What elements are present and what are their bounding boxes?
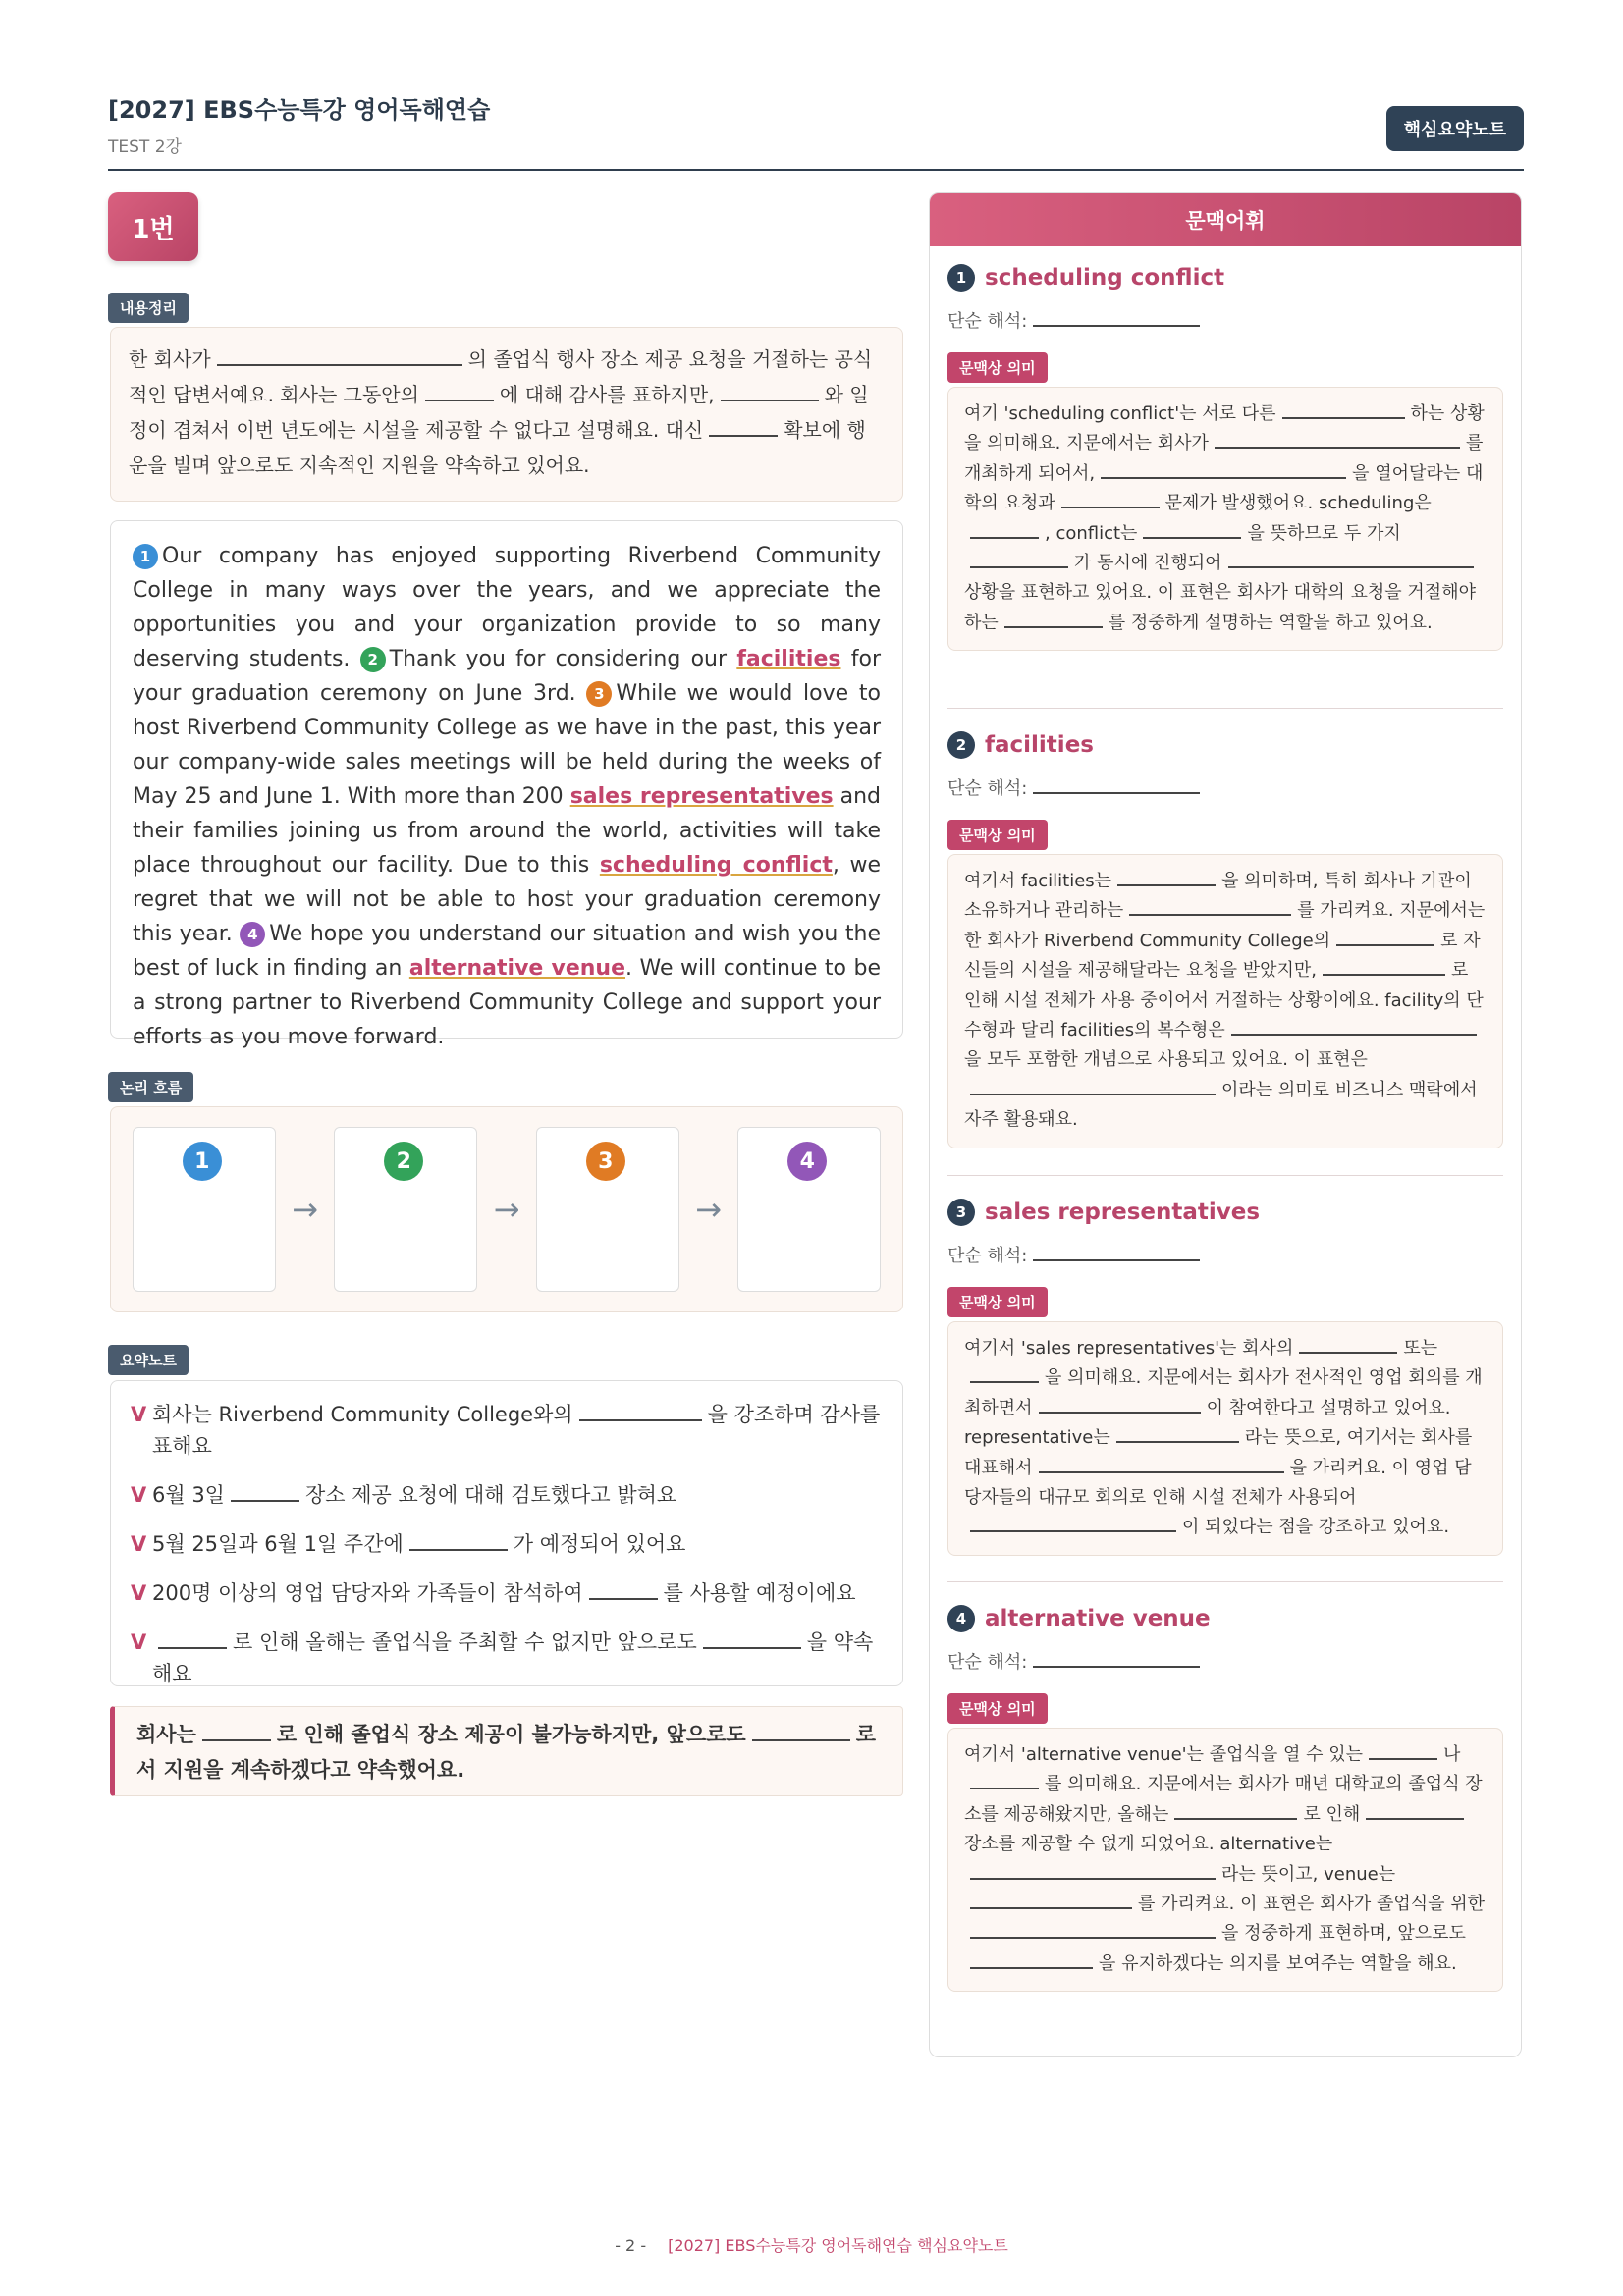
answer-blank[interactable] bbox=[1231, 1018, 1477, 1036]
simple-label: 단순 해석: bbox=[947, 1652, 1028, 1673]
context-tag: 문맥상 의미 bbox=[947, 1693, 1048, 1724]
context-text: 를 개최하게 되어서, bbox=[964, 433, 1484, 484]
divider bbox=[947, 1581, 1503, 1582]
context-text: 라는 뜻이고, venue는 bbox=[1221, 1863, 1396, 1885]
context-text: 를 가리켜요. 지문에서는 한 회사가 Riverbend Community College의 bbox=[964, 900, 1486, 951]
footer-title: [2027] EBS수능특강 영어독해연습 핵심요약노트 bbox=[668, 2236, 1008, 2255]
vocab-item bbox=[947, 1605, 1503, 1992]
context-tag: 문맥상 의미 bbox=[947, 1287, 1048, 1317]
note-item bbox=[131, 1528, 883, 1560]
note-item bbox=[131, 1577, 883, 1609]
answer-blank[interactable] bbox=[1174, 1802, 1297, 1820]
context-box bbox=[947, 1321, 1503, 1556]
answer-blank[interactable] bbox=[721, 382, 819, 401]
simple-label: 단순 해석: bbox=[947, 778, 1028, 799]
answer-blank[interactable] bbox=[970, 1078, 1216, 1095]
context-tag: 문맥상 의미 bbox=[947, 352, 1048, 383]
summary-text: 한 회사가 bbox=[129, 347, 211, 371]
answer-blank[interactable] bbox=[970, 1365, 1039, 1383]
context-text: 상황을 표현하고 있어요. 이 표현은 회사가 대학의 요청을 거절해야 하는 bbox=[964, 582, 1476, 633]
answer-blank[interactable] bbox=[1101, 461, 1346, 479]
check-mark-icon: V bbox=[131, 1630, 147, 1654]
context-text: 를 정중하게 설명하는 역할을 하고 있어요. bbox=[1108, 612, 1433, 633]
arrow-right-icon: → bbox=[493, 1191, 520, 1228]
context-text: 를 가리켜요. 이 표현은 회사가 졸업식을 위한 bbox=[1138, 1894, 1486, 1915]
divider bbox=[947, 708, 1503, 709]
page-number: - 2 - bbox=[615, 2236, 647, 2255]
note-text: 장소 제공 요청에 대해 검토했다고 밝혀요 bbox=[304, 1483, 677, 1507]
context-text: 라는 뜻으로, 여기서는 회사를 대표해서 bbox=[964, 1427, 1473, 1478]
answer-blank[interactable] bbox=[1116, 1425, 1239, 1443]
answer-blank[interactable] bbox=[970, 1862, 1216, 1880]
note-item bbox=[131, 1627, 883, 1689]
context-text: 여기 'scheduling conflict'는 서로 다른 bbox=[964, 403, 1276, 424]
note-text: 를 사용할 예정이에요 bbox=[663, 1581, 856, 1605]
summary-text: 와 일정이 겹쳐서 이번 년도에는 시설을 제공할 수 없다고 설명해요. 대신 bbox=[129, 383, 869, 442]
context-text: 로 인해 시설 전체가 사용 중이어서 거절하는 상황이에요. facility의 단수형과 달리 facilities의 복수형은 bbox=[964, 960, 1484, 1041]
vocab-panel bbox=[929, 192, 1522, 2057]
answer-blank[interactable] bbox=[1033, 776, 1200, 794]
keyword-scheduling-conflict: scheduling conflict bbox=[599, 853, 833, 878]
sentence-number: 2 bbox=[360, 647, 386, 672]
vocab-term: scheduling conflict bbox=[985, 265, 1225, 291]
answer-blank[interactable] bbox=[1033, 309, 1200, 327]
answer-blank[interactable] bbox=[970, 1515, 1176, 1532]
passage-text: for your graduation ceremony on June 3rd. bbox=[133, 647, 881, 706]
note-text: 5월 25일과 6월 1일 주간에 bbox=[152, 1532, 404, 1556]
note-text: 을 강조하며 감사를 표해요 bbox=[152, 1403, 881, 1458]
answer-blank[interactable] bbox=[1004, 611, 1103, 628]
answer-blank[interactable] bbox=[970, 1921, 1216, 1939]
context-text: 이 참여한다고 설명하고 있어요. representative는 bbox=[964, 1397, 1451, 1449]
summary-text: 에 대해 감사를 표하지만, bbox=[499, 383, 715, 406]
flow-step[interactable] bbox=[133, 1127, 276, 1292]
flow-step-number: 4 bbox=[787, 1142, 827, 1181]
simple-label: 단순 해석: bbox=[947, 311, 1028, 332]
divider bbox=[947, 1175, 1503, 1176]
question-number: 1번 bbox=[108, 192, 198, 261]
note-text: 로 인해 올해는 졸업식을 주최할 수 없지만 앞으로도 bbox=[233, 1630, 697, 1654]
context-text: 또는 bbox=[1403, 1338, 1438, 1359]
answer-blank[interactable] bbox=[202, 1721, 271, 1741]
context-text: 로 자신들의 시설을 제공해달라는 요청을 받았지만, bbox=[964, 930, 1481, 982]
answer-blank[interactable] bbox=[1143, 521, 1241, 539]
page-footer bbox=[0, 2233, 1623, 2256]
flow-step[interactable] bbox=[334, 1127, 477, 1292]
doc-title: [2027] EBS수능특강 영어독해연습 bbox=[108, 96, 491, 124]
flow-step[interactable] bbox=[737, 1127, 881, 1292]
answer-blank[interactable] bbox=[1336, 929, 1434, 946]
answer-blank[interactable] bbox=[1215, 431, 1460, 449]
summary-notes bbox=[110, 1380, 903, 1686]
doc-subtitle: TEST 2강 bbox=[108, 137, 182, 157]
flow-step-number: 1 bbox=[183, 1142, 222, 1181]
answer-blank[interactable] bbox=[1228, 551, 1474, 568]
note-text: 6월 3일 bbox=[152, 1483, 225, 1507]
conclusion-box bbox=[110, 1706, 903, 1796]
passage-box bbox=[110, 520, 903, 1049]
vocab-term: alternative venue bbox=[985, 1606, 1211, 1631]
answer-blank[interactable] bbox=[709, 417, 778, 437]
context-text: 여기서 'alternative venue'는 졸업식을 열 수 있는 bbox=[964, 1744, 1363, 1765]
passage-text: . We will continue to be a strong partner to Riverbend Community College and support your efforts as you move forward. bbox=[133, 956, 881, 1049]
answer-blank[interactable] bbox=[1129, 898, 1291, 916]
answer-blank[interactable] bbox=[1039, 1396, 1201, 1414]
vocab-item bbox=[947, 1199, 1503, 1556]
answer-blank[interactable] bbox=[1299, 1336, 1397, 1354]
answer-blank[interactable] bbox=[1061, 491, 1160, 508]
context-text: 을 뜻하므로 두 가지 bbox=[1247, 522, 1401, 544]
context-text: 여기서 facilities는 bbox=[964, 871, 1112, 891]
vocab-title: 문맥어휘 bbox=[930, 193, 1521, 246]
passage-text: Thank you for considering our bbox=[389, 647, 728, 671]
vocab-term: sales representatives bbox=[985, 1200, 1261, 1225]
passage-text: and their families joining us from around the world, activities will take place throughout our facility. Due to this bbox=[133, 784, 881, 878]
answer-blank[interactable] bbox=[1039, 1456, 1284, 1473]
answer-blank[interactable] bbox=[425, 382, 494, 401]
vocab-number: 3 bbox=[947, 1199, 975, 1226]
section-badge: 핵심요약노트 bbox=[1386, 106, 1524, 151]
context-text: , conflict는 bbox=[1045, 522, 1138, 544]
note-text: 회사는 Riverbend Community College와의 bbox=[152, 1403, 573, 1426]
context-box bbox=[947, 387, 1503, 651]
context-text: 장소를 제공할 수 없게 되었어요. alternative는 bbox=[964, 1834, 1333, 1855]
context-text: 을 열어달라는 대학의 요청과 bbox=[964, 462, 1484, 514]
conclusion-text: 로서 지원을 계속하겠다고 약속했어요. bbox=[136, 1723, 877, 1782]
vocab-item bbox=[947, 264, 1503, 651]
answer-blank[interactable] bbox=[1117, 869, 1216, 886]
context-text: 을 정중하게 표현하며, 앞으로도 bbox=[1221, 1923, 1466, 1945]
context-text: 을 모두 포함한 개념으로 사용되고 있어요. 이 표현은 bbox=[964, 1049, 1368, 1071]
answer-blank[interactable] bbox=[579, 1401, 702, 1421]
flow-step[interactable] bbox=[536, 1127, 679, 1292]
notes-tag: 요약노트 bbox=[108, 1345, 189, 1375]
conclusion-text: 로 인해 졸업식 장소 제공이 불가능하지만, 앞으로도 bbox=[276, 1723, 746, 1746]
passage-text: While we would love to host Riverbend Community College as we have in the past, this year our company-wide sales meetings will be held during the weeks of May 25 and June 1. With more than 200 bbox=[133, 681, 881, 809]
context-box bbox=[947, 1728, 1503, 1992]
keyword-sales-representatives: sales representatives bbox=[569, 784, 834, 809]
context-text: 나 bbox=[1442, 1744, 1461, 1765]
note-text: 200명 이상의 영업 담당자와 가족들이 참석하여 bbox=[152, 1581, 583, 1605]
summary-tag: 내용정리 bbox=[108, 293, 189, 323]
answer-blank[interactable] bbox=[1033, 1244, 1200, 1261]
answer-blank[interactable] bbox=[1369, 1742, 1437, 1760]
flow-step-number: 3 bbox=[586, 1142, 625, 1181]
context-text: 을 의미해요. 지문에서는 회사가 전사적인 영업 회의를 개최하면서 bbox=[964, 1367, 1483, 1418]
answer-blank[interactable] bbox=[1366, 1802, 1464, 1820]
passage-text: We hope you understand our situation and wish you the best of luck in finding an bbox=[133, 922, 881, 981]
keyword-alternative-venue: alternative venue bbox=[408, 956, 625, 981]
check-mark-icon: V bbox=[131, 1581, 147, 1605]
note-text: 가 예정되어 있어요 bbox=[513, 1532, 686, 1556]
arrow-right-icon: → bbox=[695, 1191, 722, 1228]
context-text: 로 인해 bbox=[1303, 1803, 1361, 1825]
answer-blank[interactable] bbox=[409, 1530, 508, 1551]
answer-blank[interactable] bbox=[1323, 958, 1445, 976]
sentence-number: 1 bbox=[133, 544, 158, 569]
context-text: 이라는 의미로 비즈니스 맥락에서 자주 활용돼요. bbox=[964, 1079, 1478, 1131]
answer-blank[interactable] bbox=[217, 347, 462, 366]
vocab-number: 1 bbox=[947, 264, 975, 292]
answer-blank[interactable] bbox=[970, 551, 1068, 568]
vocab-term: facilities bbox=[985, 732, 1094, 758]
summary-text: 의 졸업식 행사 장소 제공 요청을 거절하는 공식적인 답변서예요. 회사는 그동안의 bbox=[129, 347, 873, 406]
context-text: 하는 상황을 의미해요. 지문에서는 회사가 bbox=[964, 403, 1485, 454]
answer-blank[interactable] bbox=[752, 1721, 850, 1741]
context-text: 을 가리켜요. 이 영업 담당자들의 대규모 회의로 인해 시설 전체가 사용되어 bbox=[964, 1457, 1472, 1509]
context-text: 여기서 'sales representatives'는 회사의 bbox=[964, 1338, 1294, 1359]
answer-blank[interactable] bbox=[1033, 1650, 1200, 1668]
passage-text: , we regret that we will not be able to host your graduation ceremony this year. bbox=[133, 853, 881, 946]
answer-blank[interactable] bbox=[970, 1892, 1132, 1909]
page-header bbox=[108, 90, 1524, 171]
check-mark-icon: V bbox=[131, 1483, 147, 1507]
vocab-item bbox=[947, 731, 1503, 1148]
context-text: 을 유지하겠다는 의지를 보여주는 역할을 해요. bbox=[1099, 1952, 1457, 1974]
flow-tag: 논리 흐름 bbox=[108, 1072, 193, 1102]
answer-blank[interactable] bbox=[970, 1772, 1039, 1789]
summary-text: 확보에 행운을 빌며 앞으로도 지속적인 지원을 약속하고 있어요. bbox=[129, 418, 866, 477]
note-item bbox=[131, 1479, 883, 1511]
conclusion-text: 회사는 bbox=[136, 1723, 196, 1746]
context-tag: 문맥상 의미 bbox=[947, 820, 1048, 850]
answer-blank[interactable] bbox=[703, 1629, 801, 1649]
keyword-facilities: facilities bbox=[736, 647, 841, 671]
sentence-number: 4 bbox=[240, 922, 265, 947]
answer-blank[interactable] bbox=[1282, 401, 1405, 419]
answer-blank[interactable] bbox=[158, 1629, 227, 1649]
context-text: 이 되었다는 점을 강조하고 있어요. bbox=[1182, 1517, 1450, 1538]
answer-blank[interactable] bbox=[589, 1579, 658, 1600]
vocab-number: 2 bbox=[947, 731, 975, 759]
note-text: 을 약속해요 bbox=[152, 1630, 874, 1685]
answer-blank[interactable] bbox=[970, 1951, 1093, 1969]
check-mark-icon: V bbox=[131, 1532, 147, 1556]
context-text: 문제가 발생했어요. scheduling은 bbox=[1164, 493, 1432, 514]
sentence-number: 3 bbox=[586, 681, 612, 707]
context-text: 를 의미해요. 지문에서는 회사가 매년 대학교의 졸업식 장소를 제공해왔지만, 올해는 bbox=[964, 1774, 1483, 1825]
vocab-number: 4 bbox=[947, 1605, 975, 1632]
answer-blank[interactable] bbox=[231, 1481, 299, 1502]
answer-blank[interactable] bbox=[970, 521, 1039, 539]
logic-flow bbox=[110, 1106, 903, 1312]
note-item bbox=[131, 1399, 883, 1462]
context-text: 을 의미하며, 특히 회사나 기관이 소유하거나 관리하는 bbox=[964, 871, 1472, 922]
arrow-right-icon: → bbox=[292, 1191, 318, 1228]
simple-label: 단순 해석: bbox=[947, 1246, 1028, 1266]
passage-text: Our company has enjoyed supporting Riverbend Community College in many ways over the years, and we appreciate the opportunities you and your organization provide to so many deserving students. bbox=[133, 544, 881, 671]
check-mark-icon: V bbox=[131, 1403, 147, 1426]
context-box bbox=[947, 854, 1503, 1148]
summary-box bbox=[110, 327, 903, 502]
context-text: 가 동시에 진행되어 bbox=[1074, 553, 1222, 574]
flow-step-number: 2 bbox=[384, 1142, 423, 1181]
